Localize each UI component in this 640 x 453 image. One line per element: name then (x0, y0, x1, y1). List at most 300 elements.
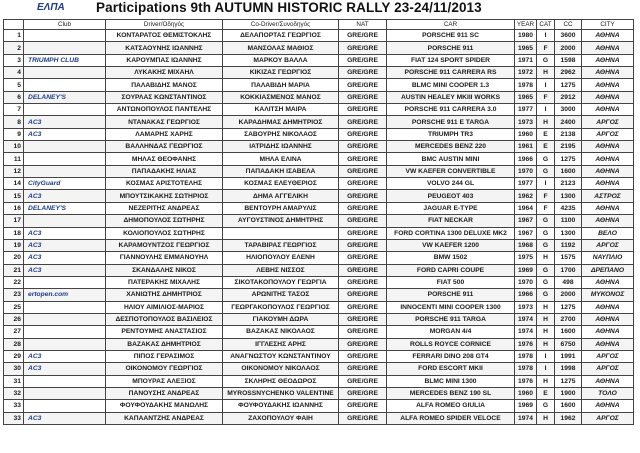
participants-table (3, 19, 634, 425)
cell-codriver: ΙΑΤΡΙΔΗΣ ΙΩΑΝΝΗΣ (223, 141, 339, 153)
cell-cc: 1598 (555, 54, 582, 66)
cell-year: 1960 (515, 128, 537, 140)
cell-cat: H (537, 412, 555, 424)
cell-number: 20 (4, 252, 24, 264)
cell-club: AC3 (24, 190, 106, 202)
table-row (4, 338, 634, 350)
table-row (4, 301, 634, 313)
cell-club: AC3 (24, 363, 106, 375)
cell-nat: GRE/GRE (339, 79, 387, 91)
cell-city: ΑΘΗΝΑ (582, 165, 634, 177)
cell-driver: ΣΟΥΡΛΑΣ ΚΩΝΣΤΑΝΤΙΝΟΣ (106, 91, 223, 103)
cell-city: ΑΘΗΝΑ (582, 301, 634, 313)
cell-codriver: ΚΑΛΙΤΣΗ ΜΑΙΡΑ (223, 104, 339, 116)
cell-car: VOLVO 244 GL (387, 178, 515, 190)
cell-car: JAGUAR E-TYPE (387, 202, 515, 214)
cell-cat: H (537, 313, 555, 325)
cell-club: ertopen.com (24, 289, 106, 301)
table-row (4, 165, 634, 177)
cell-nat: GRE/GRE (339, 276, 387, 288)
cell-cc: 1100 (555, 215, 582, 227)
cell-car: BLMC MINI 1300 (387, 375, 515, 387)
cell-car: VW KAEFER CONVERTIBLE (387, 165, 515, 177)
cell-codriver: ΣΑΒΟΥΡΗΣ ΝΙΚΟΛΑΟΣ (223, 128, 339, 140)
cell-number: 19 (4, 239, 24, 251)
col-header-car: CAR (387, 20, 515, 30)
cell-cc: 2700 (555, 313, 582, 325)
cell-driver: ΜΠΟΥΤΣΙΚΑΚΗΣ ΣΩΤΗΡΙΟΣ (106, 190, 223, 202)
cell-codriver: ΓΙΑΚΟΥΜΗ ΔΩΡΑ (223, 313, 339, 325)
cell-club: AC3 (24, 227, 106, 239)
cell-car: MORGAN 4/4 (387, 326, 515, 338)
cell-city: ΑΘΗΝΑ (582, 54, 634, 66)
cell-nat: GRE/GRE (339, 313, 387, 325)
cell-club (24, 67, 106, 79)
cell-car: PORSCHE 911 E TARGA (387, 116, 515, 128)
table-row (4, 190, 634, 202)
cell-car: FIAT NECKAR (387, 215, 515, 227)
cell-driver: ΠΑΤΕΡΑΚΗΣ ΜΙΧΑΛΗΣ (106, 276, 223, 288)
table-row (4, 141, 634, 153)
cell-year: 1976 (515, 375, 537, 387)
cell-nat: GRE/GRE (339, 178, 387, 190)
table-row (4, 412, 634, 424)
cell-club: AC3 (24, 128, 106, 140)
cell-year: 1967 (515, 215, 537, 227)
cell-driver: ΑΝΤΩΝΟΠΟΥΛΟΣ ΠΑΝΤΕΛΗΣ (106, 104, 223, 116)
col-header-nat: NAT (339, 20, 387, 30)
cell-number: 33 (4, 400, 24, 412)
cell-codriver: ΜΑΝΣΟΛΑΣ ΜΑΘΙΟΣ (223, 42, 339, 54)
cell-nat: GRE/GRE (339, 30, 387, 42)
cell-nat: GRE/GRE (339, 153, 387, 165)
cell-driver: ΠΙΠΟΣ ΓΕΡΑΣΙΜΟΣ (106, 350, 223, 362)
table-row (4, 153, 634, 165)
cell-cat: G (537, 289, 555, 301)
cell-city: ΑΡΓΟΣ (582, 412, 634, 424)
cell-number: 15 (4, 190, 24, 202)
cell-cat: I (537, 363, 555, 375)
cell-city: ΑΘΗΝΑ (582, 202, 634, 214)
cell-club (24, 104, 106, 116)
cell-cc: 2123 (555, 178, 582, 190)
cell-city: ΑΘΗΝΑ (582, 42, 634, 54)
table-row (4, 202, 634, 214)
cell-driver: ΚΟΛΙΟΠΟΥΛΟΣ ΣΩΤΗΡΗΣ (106, 227, 223, 239)
cell-city: ΑΡΓΟΣ (582, 239, 634, 251)
cell-car: ROLLS ROYCE CORNICE (387, 338, 515, 350)
table-row (4, 326, 634, 338)
cell-codriver: MYROSSNYCHENKO VALENTINE (223, 387, 339, 399)
cell-number: 4 (4, 67, 24, 79)
cell-cat: G (537, 400, 555, 412)
cell-driver: ΚΟΣΜΑΣ ΑΡΙΣΤΟΤΕΛΗΣ (106, 178, 223, 190)
cell-year: 1961 (515, 141, 537, 153)
table-row (4, 264, 634, 276)
cell-city: ΑΘΗΝΑ (582, 153, 634, 165)
cell-car: INNOCENTI MINI COOPER 1300 (387, 301, 515, 313)
cell-car: PEUGEOT 403 (387, 190, 515, 202)
cell-car: AUSTIN HEALEY MKIII WORKS (387, 91, 515, 103)
cell-driver: ΟΙΚΟΝΟΜΟΥ ΓΕΩΡΓΙΟΣ (106, 363, 223, 375)
cell-car: MERCEDES BENZ 220 (387, 141, 515, 153)
cell-driver: ΓΙΑΝΝΟΥΛΗΣ ΕΜΜΑΝΟΥΗΛ (106, 252, 223, 264)
cell-club: TRIUMPH CLUB (24, 54, 106, 66)
cell-number: 30 (4, 363, 24, 375)
table-row (4, 350, 634, 362)
col-header-driver: Driver/Οδηγός (106, 20, 223, 30)
cell-city: ΑΘΗΝΑ (582, 104, 634, 116)
cell-cc: 2400 (555, 116, 582, 128)
cell-codriver: ΑΥΓΟΥΣΤΙΝΟΣ ΔΗΜΗΤΡΗΣ (223, 215, 339, 227)
col-header-no (4, 20, 24, 30)
cell-driver: ΒΑΛΛΗΝΔΑΣ ΓΕΩΡΓΙΟΣ (106, 141, 223, 153)
cell-cat: I (537, 350, 555, 362)
cell-codriver: ΖΑΧΟΠΟΥΛΟΥ ΦΑΙΗ (223, 412, 339, 424)
cell-cc: 2000 (555, 42, 582, 54)
cell-year: 1975 (515, 252, 537, 264)
cell-club (24, 141, 106, 153)
cell-year: 1972 (515, 67, 537, 79)
cell-cc: 2912 (555, 91, 582, 103)
cell-number: 31 (4, 375, 24, 387)
cell-driver: ΠΑΠΑΔΑΚΗΣ ΗΛΙΑΣ (106, 165, 223, 177)
organizer-label: ΕΛΠΑ (37, 2, 65, 13)
cell-cat: G (537, 264, 555, 276)
cell-cat: I (537, 30, 555, 42)
cell-car: BLMC MINI COOPER 1.3 (387, 79, 515, 91)
cell-cat: H (537, 326, 555, 338)
cell-club (24, 215, 106, 227)
cell-year: 1974 (515, 412, 537, 424)
cell-year: 1970 (515, 165, 537, 177)
cell-city: ΑΘΗΝΑ (582, 141, 634, 153)
cell-cc: 1575 (555, 252, 582, 264)
cell-number: 2 (4, 42, 24, 54)
cell-cat: F (537, 190, 555, 202)
cell-car: PORSCHE 911 CARRERA 3.0 (387, 104, 515, 116)
cell-codriver: ΔΕΛΑΠΟΡΤΑΣ ΓΕΩΡΓΙΟΣ (223, 30, 339, 42)
table-row (4, 363, 634, 375)
cell-number: 16 (4, 202, 24, 214)
cell-cc: 1998 (555, 363, 582, 375)
cell-cc: 1275 (555, 301, 582, 313)
cell-club: AC3 (24, 350, 106, 362)
cell-city: ΑΘΗΝΑ (582, 276, 634, 288)
cell-year: 1969 (515, 400, 537, 412)
cell-cat: E (537, 141, 555, 153)
cell-number: 6 (4, 91, 24, 103)
table-row (4, 104, 634, 116)
cell-car: VW KAEFER 1200 (387, 239, 515, 251)
cell-cat: H (537, 252, 555, 264)
cell-club: AC3 (24, 239, 106, 251)
cell-year: 1973 (515, 301, 537, 313)
cell-year: 1974 (515, 313, 537, 325)
cell-cc: 498 (555, 276, 582, 288)
cell-year: 1962 (515, 190, 537, 202)
col-header-cc: CC (555, 20, 582, 30)
cell-nat: GRE/GRE (339, 67, 387, 79)
cell-cat: H (537, 375, 555, 387)
column-header-row (4, 20, 634, 30)
cell-club: DELANEY'S (24, 202, 106, 214)
cell-year: 1960 (515, 387, 537, 399)
cell-club: DELANEY'S (24, 91, 106, 103)
cell-codriver: ΜΑΡΚΟΥ ΒΑΛΛΑ (223, 54, 339, 66)
cell-number: 5 (4, 79, 24, 91)
cell-cc: 1700 (555, 264, 582, 276)
table-row (4, 30, 634, 42)
cell-city: ΜΥΚΟΝΟΣ (582, 289, 634, 301)
table-body (4, 30, 634, 425)
cell-year: 1966 (515, 289, 537, 301)
cell-nat: GRE/GRE (339, 202, 387, 214)
cell-driver: ΦΟΥΦΟΥΔΑΚΗΣ ΜΑΝΩΛΗΣ (106, 400, 223, 412)
cell-cc: 1962 (555, 412, 582, 424)
cell-driver: ΚΑΤΣΑΟΥΝΗΣ ΙΩΑΝΝΗΣ (106, 42, 223, 54)
cell-cat: E (537, 387, 555, 399)
cell-number: 14 (4, 178, 24, 190)
cell-year: 1978 (515, 79, 537, 91)
cell-driver: ΝΕΖΕΡΙΤΗΣ ΑΝΔΡΕΑΣ (106, 202, 223, 214)
cell-driver: ΔΕΣΠΟΤΟΠΟΥΛΟΣ ΒΑΣΙΛΕΙΟΣ (106, 313, 223, 325)
cell-nat: GRE/GRE (339, 239, 387, 251)
table-row (4, 313, 634, 325)
table-row (4, 91, 634, 103)
cell-car: PORSCHE 911 (387, 42, 515, 54)
cell-codriver: ΣΚΛΗΡΗΣ ΘΕΟΔΩΡΟΣ (223, 375, 339, 387)
table-row (4, 239, 634, 251)
cell-driver: ΧΑΝΙΩΤΗΣ ΔΗΜΗΤΡΙΟΣ (106, 289, 223, 301)
cell-nat: GRE/GRE (339, 412, 387, 424)
table-row (4, 79, 634, 91)
cell-club (24, 387, 106, 399)
document-title: Participations 9th AUTUMN HISTORIC RALLY 23-24/11/2013 (96, 0, 482, 15)
cell-year: 1965 (515, 91, 537, 103)
cell-nat: GRE/GRE (339, 375, 387, 387)
table-row (4, 128, 634, 140)
cell-club (24, 301, 106, 313)
cell-cat: G (537, 239, 555, 251)
cell-city: ΑΘΗΝΑ (582, 375, 634, 387)
table-row (4, 67, 634, 79)
cell-number: 25 (4, 301, 24, 313)
cell-car: FORD CORTINA 1300 DELUXE MK2 (387, 227, 515, 239)
cell-number: 21 (4, 264, 24, 276)
table-row (4, 252, 634, 264)
cell-cat: E (537, 128, 555, 140)
cell-codriver: ΒΑΖΑΚΑΣ ΝΙΚΟΛΑΟΣ (223, 326, 339, 338)
cell-number: 33 (4, 412, 24, 424)
table-row (4, 400, 634, 412)
cell-cat: F (537, 202, 555, 214)
cell-city: ΑΘΗΝΑ (582, 326, 634, 338)
cell-codriver: ΠΑΛΑΒΙΔΗ ΜΑΡΙΑ (223, 79, 339, 91)
cell-car: ALFA ROMEO SPIDER VELOCE (387, 412, 515, 424)
cell-cat: H (537, 67, 555, 79)
cell-club (24, 276, 106, 288)
cell-number: 26 (4, 313, 24, 325)
cell-driver: ΣΚΑΝΔΑΛΗΣ ΝΙΚΟΣ (106, 264, 223, 276)
cell-nat: GRE/GRE (339, 104, 387, 116)
cell-city: ΑΡΓΟΣ (582, 363, 634, 375)
cell-codriver: ΒΕΝΤΟΥΡΗ ΑΜΑΡΥΛΙΣ (223, 202, 339, 214)
cell-city: ΑΘΗΝΑ (582, 400, 634, 412)
cell-driver: ΒΑΖΑΚΑΣ ΔΗΜΗΤΡΙΟΣ (106, 338, 223, 350)
cell-car: FORD CAPRI COUPE (387, 264, 515, 276)
cell-number: 22 (4, 276, 24, 288)
cell-city: ΑΘΗΝΑ (582, 215, 634, 227)
cell-cc: 2195 (555, 141, 582, 153)
cell-nat: GRE/GRE (339, 54, 387, 66)
cell-driver: ΛΥΚΑΚΗΣ ΜΙΧΑΗΛ (106, 67, 223, 79)
cell-codriver: ΠΑΠΑΔΑΚΗ ΙΣΑΒΕΛΑ (223, 165, 339, 177)
cell-year: 1976 (515, 338, 537, 350)
cell-driver: ΜΠΟΥΡΑΣ ΑΛΕΞΙΟΣ (106, 375, 223, 387)
cell-codriver: ΜΗΛΑ ΕΛΙΝΑ (223, 153, 339, 165)
cell-number: 32 (4, 387, 24, 399)
table-row (4, 276, 634, 288)
cell-year: 1970 (515, 276, 537, 288)
cell-number: 10 (4, 141, 24, 153)
cell-city: ΑΘΗΝΑ (582, 338, 634, 350)
cell-number: 9 (4, 128, 24, 140)
cell-cc: 3600 (555, 30, 582, 42)
cell-driver: ΡΕΝΤΟΥΜΗΣ ΑΝΑΣΤΑΣΙΟΣ (106, 326, 223, 338)
cell-car: PORSCHE 911 TARGA (387, 313, 515, 325)
cell-cat: H (537, 116, 555, 128)
cell-number: 12 (4, 165, 24, 177)
cell-cc: 4235 (555, 202, 582, 214)
cell-club (24, 42, 106, 54)
cell-codriver: ΦΟΥΦΟΥΔΑΚΗΣ ΙΩΑΝΝΗΣ (223, 400, 339, 412)
cell-cat: G (537, 276, 555, 288)
cell-car: BMC AUSTIN MINI (387, 153, 515, 165)
cell-car: FORD ESCORT MKII (387, 363, 515, 375)
cell-number: 11 (4, 153, 24, 165)
cell-cat: G (537, 165, 555, 177)
cell-year: 1971 (515, 54, 537, 66)
cell-club (24, 400, 106, 412)
col-header-city: CITY (582, 20, 634, 30)
cell-cc: 1900 (555, 387, 582, 399)
table-row (4, 227, 634, 239)
cell-cat: G (537, 54, 555, 66)
cell-codriver: ΓΕΩΡΓΑΚΟΠΟΥΛΟΣ ΓΕΩΡΓΙΟΣ (223, 301, 339, 313)
col-header-year: YEAR (515, 20, 537, 30)
cell-nat: GRE/GRE (339, 400, 387, 412)
cell-city: ΤΟΛΟ (582, 387, 634, 399)
cell-year: 1980 (515, 30, 537, 42)
cell-car: FIAT 124 SPORT SPIDER (387, 54, 515, 66)
cell-car: ALFA ROMEO GIULIA (387, 400, 515, 412)
cell-club (24, 79, 106, 91)
cell-number: 3 (4, 54, 24, 66)
cell-club (24, 313, 106, 325)
cell-codriver: ΙΓΓΛΕΣΗΣ ΑΡΗΣ (223, 338, 339, 350)
table-row (4, 54, 634, 66)
cell-number: 17 (4, 215, 24, 227)
table-row (4, 387, 634, 399)
cell-city: ΑΡΓΟΣ (582, 350, 634, 362)
cell-driver: ΠΑΝΟΥΣΗΣ ΑΝΔΡΕΑΣ (106, 387, 223, 399)
cell-number: 8 (4, 116, 24, 128)
cell-cat: F (537, 91, 555, 103)
cell-cc: 1300 (555, 190, 582, 202)
cell-club: AC3 (24, 252, 106, 264)
cell-car: TRIUMPH TR3 (387, 128, 515, 140)
cell-nat: GRE/GRE (339, 227, 387, 239)
cell-driver: ΚΑΡΟΥΜΠΑΣ ΙΩΑΝΝΗΣ (106, 54, 223, 66)
cell-year: 1978 (515, 350, 537, 362)
cell-driver: ΜΗΛΑΣ ΘΕΟΦΑΝΗΣ (106, 153, 223, 165)
cell-nat: GRE/GRE (339, 252, 387, 264)
cell-cat: I (537, 178, 555, 190)
cell-cc: 6750 (555, 338, 582, 350)
cell-cc: 2000 (555, 289, 582, 301)
cell-nat: GRE/GRE (339, 165, 387, 177)
cell-codriver: ΣΙΚΟΤΑΚΟΠΟΥΛΟΥ ΓΕΩΡΓΙΑ (223, 276, 339, 288)
cell-car: FERRARI DINO 208 GT4 (387, 350, 515, 362)
cell-number: 27 (4, 326, 24, 338)
cell-nat: GRE/GRE (339, 387, 387, 399)
cell-number: 1 (4, 30, 24, 42)
cell-driver: ΛΑΜΑΡΗΣ ΧΑΡΗΣ (106, 128, 223, 140)
cell-cc: 1275 (555, 79, 582, 91)
cell-nat: GRE/GRE (339, 42, 387, 54)
cell-club (24, 30, 106, 42)
col-header-codriver: Co-Driver/Συνοδηγός (223, 20, 339, 30)
cell-year: 1977 (515, 104, 537, 116)
cell-nat: GRE/GRE (339, 326, 387, 338)
cell-nat: GRE/GRE (339, 301, 387, 313)
cell-car: MERCEDES BENZ 190 SL (387, 387, 515, 399)
cell-city: ΒΕΛΟ (582, 227, 634, 239)
cell-car: PORSCHE 911 CARRERA RS (387, 67, 515, 79)
cell-codriver: ΔΗΜΑ ΑΓΓΕΛΙΚΗ (223, 190, 339, 202)
table-row (4, 375, 634, 387)
cell-codriver: ΛΕΒΗΣ ΝΙΣΣΟΣ (223, 264, 339, 276)
cell-year: 1965 (515, 42, 537, 54)
cell-driver: ΠΑΛΑΒΙΔΗΣ ΜΑΝΟΣ (106, 79, 223, 91)
cell-year: 1966 (515, 153, 537, 165)
cell-cat: H (537, 301, 555, 313)
cell-cc: 1300 (555, 227, 582, 239)
cell-cc: 1600 (555, 326, 582, 338)
cell-club (24, 165, 106, 177)
table-row (4, 42, 634, 54)
cell-year: 1973 (515, 116, 537, 128)
cell-codriver (223, 227, 339, 239)
cell-driver: ΚΑΠΑΑΝΤΖΗΣ ΑΝΔΡΕΑΣ (106, 412, 223, 424)
cell-number: 23 (4, 289, 24, 301)
cell-cc: 1991 (555, 350, 582, 362)
cell-nat: GRE/GRE (339, 190, 387, 202)
cell-city: ΔΡΕΠΑΝΟ (582, 264, 634, 276)
cell-car: PORSCHE 911 (387, 289, 515, 301)
cell-number: 29 (4, 350, 24, 362)
table-row (4, 178, 634, 190)
cell-codriver: ΚΟΣΜΑΣ ΕΛΕΥΘΕΡΙΟΣ (223, 178, 339, 190)
cell-driver: ΔΗΜΟΠΟΥΛΟΣ ΣΩΤΗΡΗΣ (106, 215, 223, 227)
cell-cat: F (537, 42, 555, 54)
cell-cc: 1275 (555, 375, 582, 387)
cell-codriver: ΚΟΚΚΙΑΣΜΕΝΟΣ ΜΑΝΟΣ (223, 91, 339, 103)
cell-city: ΝΑΥΠΛΙΟ (582, 252, 634, 264)
cell-driver: ΗΛΙΟΥ ΑΙΜΙΛΙΟΣ-ΜΑΡΙΟΣ (106, 301, 223, 313)
cell-number: 28 (4, 338, 24, 350)
